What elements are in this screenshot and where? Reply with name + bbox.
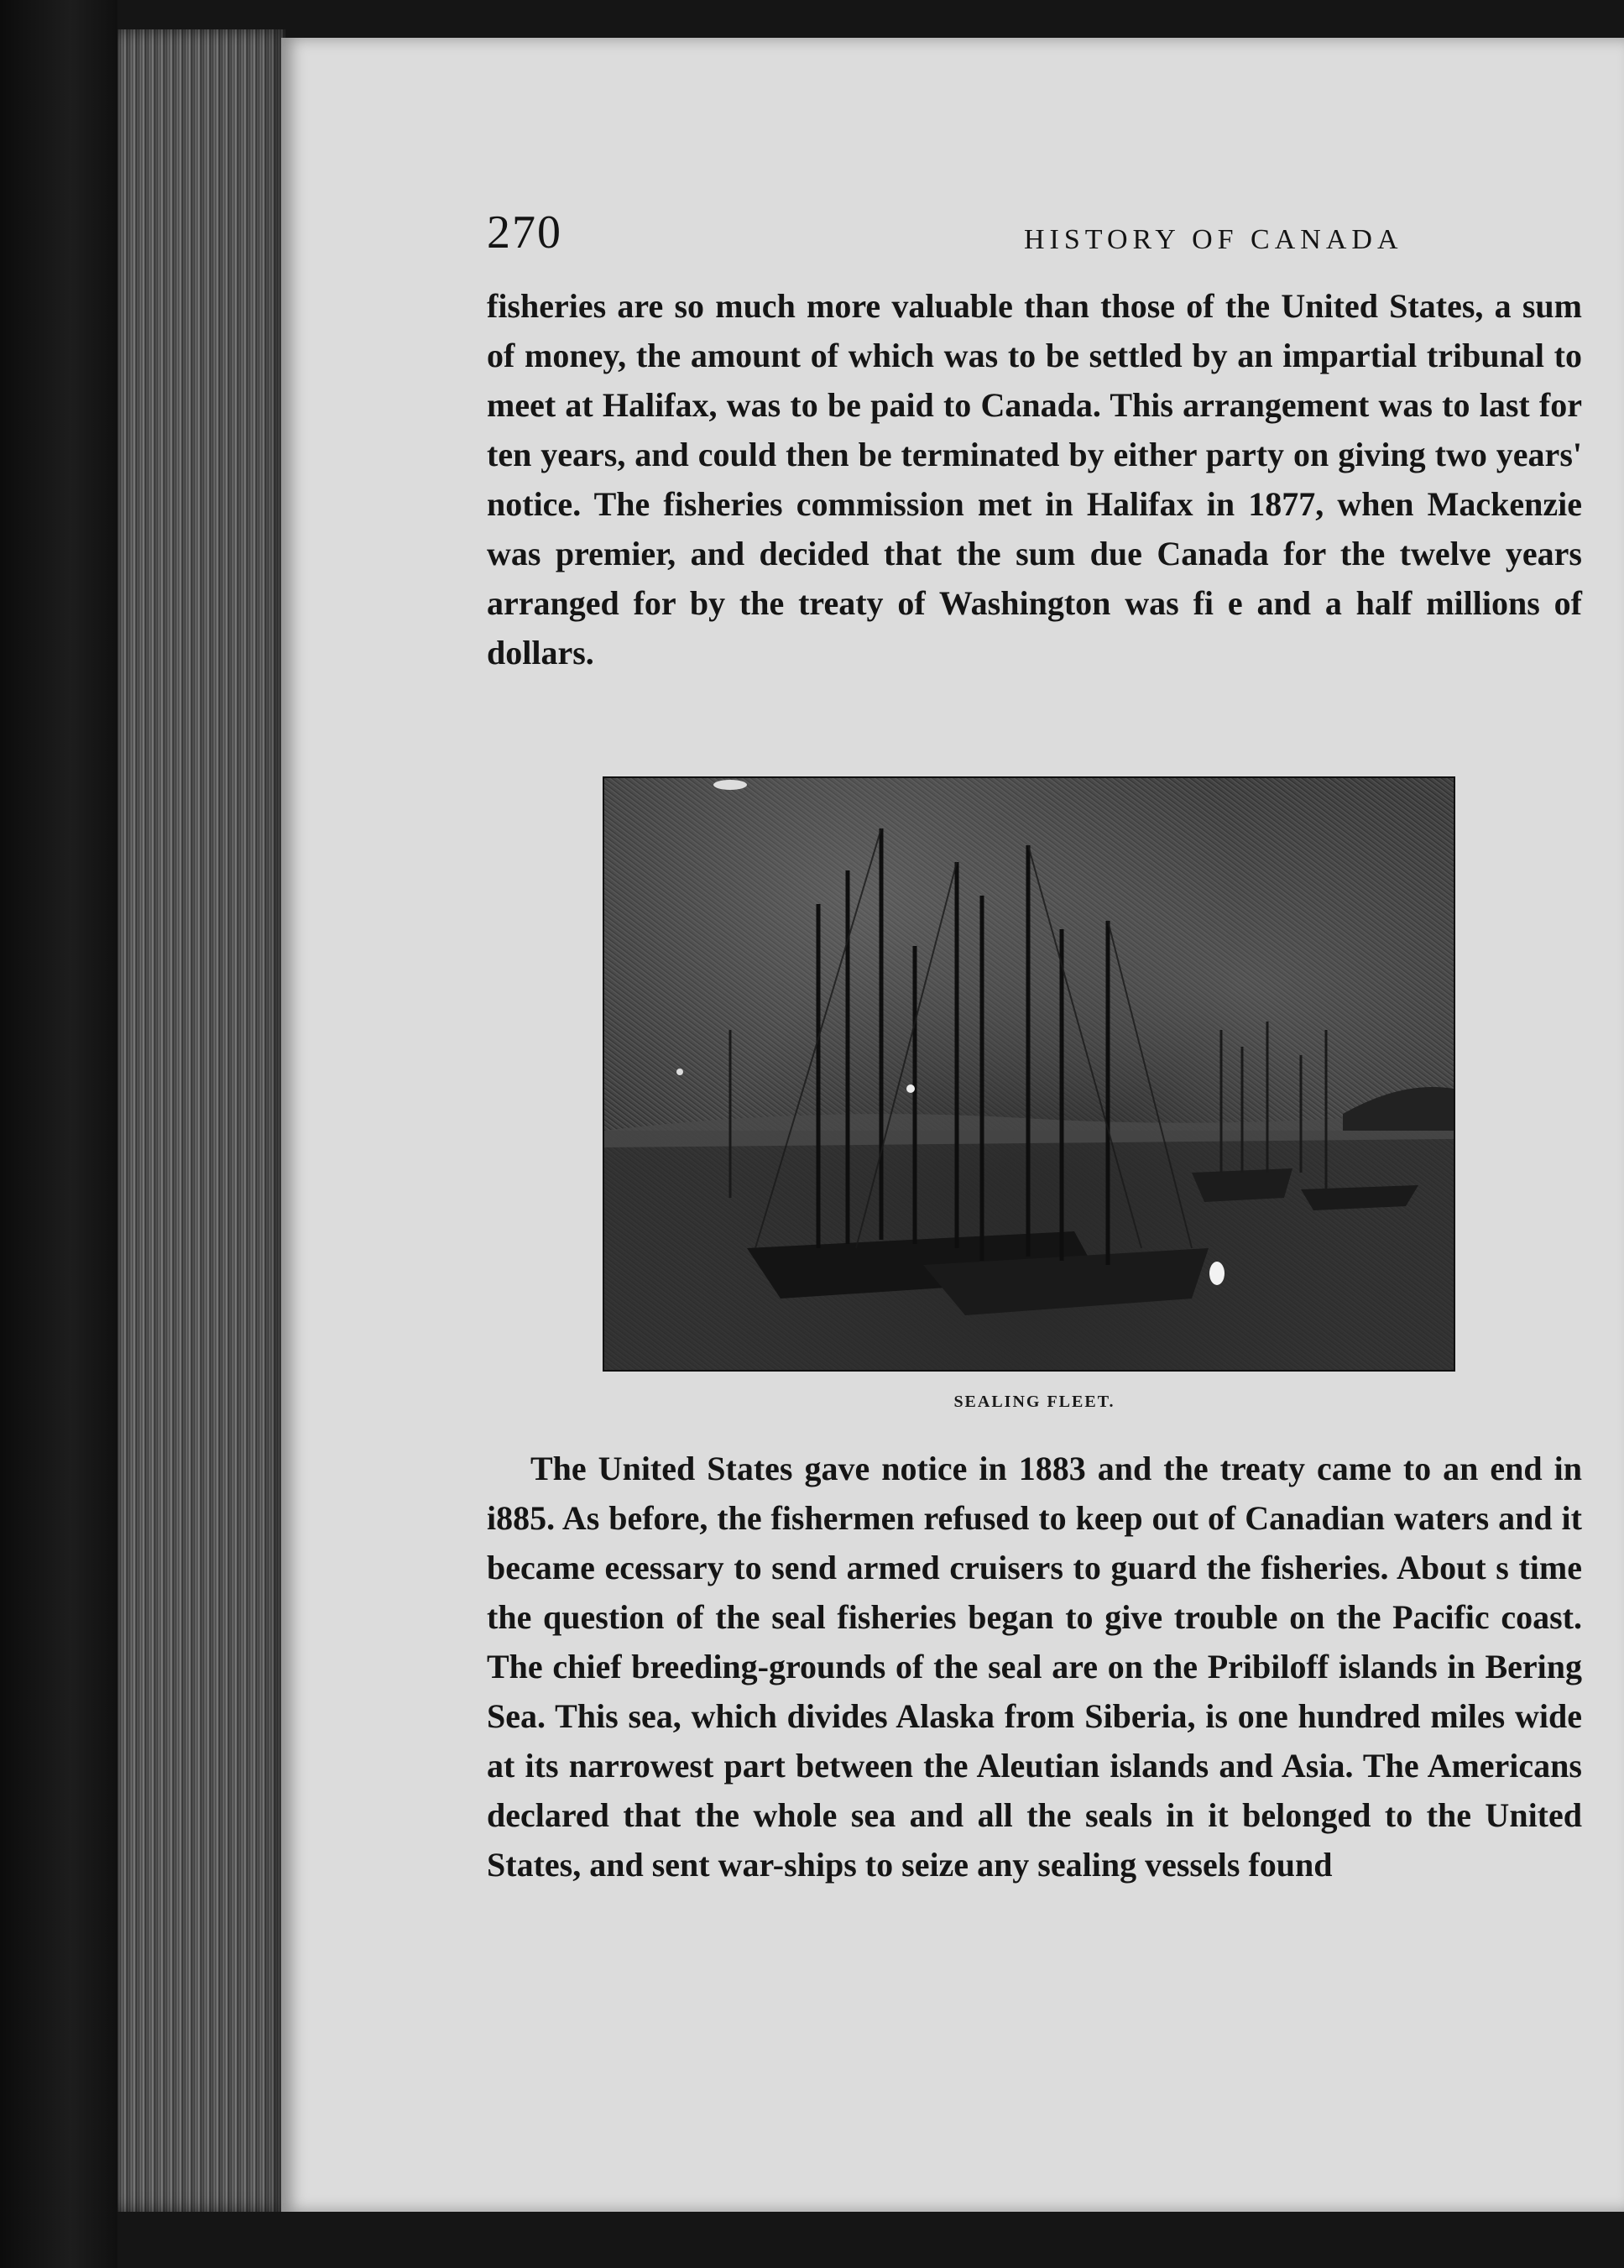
ships-illustration	[604, 778, 1454, 1370]
book-fore-edge	[117, 29, 285, 2212]
illustration-caption: SEALING FLEET.	[953, 1393, 1115, 1411]
illustration-sealing-fleet	[603, 776, 1455, 1372]
running-head: HISTORY OF CANADA	[1024, 224, 1403, 255]
body-text-top	[487, 281, 1582, 677]
paragraph: fisheries are so much more valuable than those of the United States, a sum of money, the amount of which was to be settled by an impartial tribunal to meet at Halifax, was to be paid to Canada. This arrangement was to last for ten years, and could then be terminated by either party on giving two years' notice. The fisheries commission met in Halifax in 1877, when Mackenzie was premier, and decided that the sum due Canada for the twelve years arranged for by the treaty of Washington was fi e and a half millions of dollars.	[487, 287, 1582, 672]
paragraph: The United States gave notice in 1883 and the treaty came to an end in i885. As before, the fishermen refused to keep out of Canadian waters and it became ecessary to send armed cruisers to guard the fisheries. About s time the question of the seal fisheries began to give trouble on the Pacific coast. The chief breeding-grounds of the seal are on the Pribiloff islands in Bering Sea. This sea, which divides Alaska from Siberia, is one hundred miles wide at its narrowest part between the Aleutian islands and Asia. The Americans declared that the whole sea and all the seals in it belonged to the United States, and sent war-ships to seize any sealing vessels found	[487, 1450, 1582, 1884]
film-border	[0, 0, 117, 2268]
body-text-bottom	[487, 1444, 1582, 1889]
book-page	[281, 38, 1624, 2212]
page-header	[487, 206, 1578, 273]
page-number: 270	[487, 206, 562, 259]
